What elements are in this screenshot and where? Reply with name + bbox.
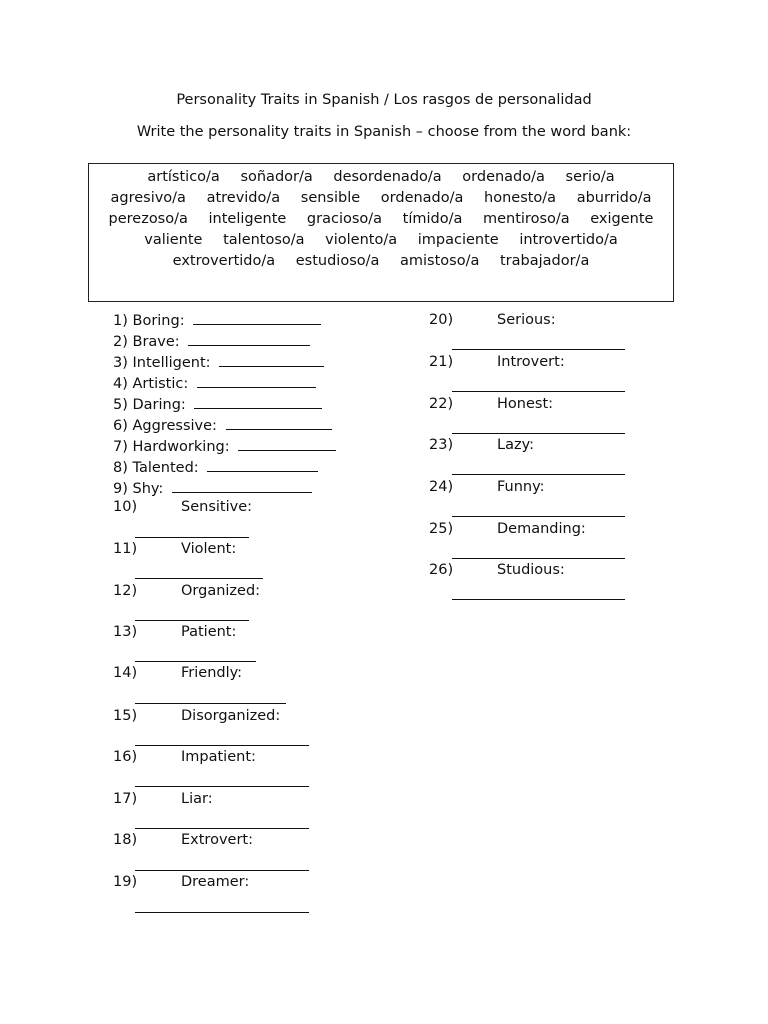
word-bank-word: serio/a	[565, 169, 615, 185]
question-label: Brave:	[132, 334, 180, 350]
word-bank-word: tímido/a	[402, 211, 463, 227]
answer-blank[interactable]	[135, 578, 263, 579]
answer-blank[interactable]	[135, 703, 286, 704]
question-item	[113, 479, 312, 498]
word-bank-word: trabajador/a	[499, 253, 590, 269]
question-label: Funny:	[497, 479, 545, 495]
question-item	[113, 416, 332, 435]
question-item	[113, 332, 310, 351]
answer-blank[interactable]	[219, 353, 324, 367]
question-number: 15)	[113, 708, 138, 724]
answer-blank[interactable]	[135, 620, 249, 621]
answer-blank[interactable]	[135, 745, 309, 746]
word-bank-word: sensible	[300, 190, 361, 206]
word-bank-word: soñador/a	[240, 169, 313, 185]
word-bank-word: agresivo/a	[110, 190, 186, 206]
question-label: Intelligent:	[132, 355, 211, 371]
question-number: 21)	[429, 354, 454, 370]
word-bank-word: amistoso/a	[400, 253, 480, 269]
question-label: Friendly:	[181, 665, 243, 681]
question-label: Studious:	[497, 562, 565, 578]
word-bank	[88, 163, 674, 302]
answer-blank[interactable]	[188, 332, 310, 346]
answer-blank[interactable]	[135, 537, 249, 538]
question-number: 4)	[113, 376, 128, 392]
question-item	[113, 374, 316, 393]
question-number: 22)	[429, 396, 454, 412]
question-item	[113, 311, 321, 330]
question-number: 5)	[113, 397, 128, 413]
answer-blank[interactable]	[452, 599, 625, 600]
question-label: Shy:	[132, 481, 164, 497]
answer-blank[interactable]	[135, 661, 256, 662]
word-bank-row	[89, 232, 673, 248]
word-bank-word: introvertido/a	[519, 232, 618, 248]
word-bank-word: exigente	[590, 211, 654, 227]
question-label: Boring:	[132, 313, 185, 329]
word-bank-word: artístico/a	[147, 169, 220, 185]
word-bank-word: impaciente	[417, 232, 499, 248]
word-bank-row	[89, 169, 673, 185]
question-number: 18)	[113, 832, 138, 848]
question-label: Lazy:	[497, 437, 534, 453]
question-label: Violent:	[181, 541, 237, 557]
question-label: Dreamer:	[181, 874, 250, 890]
word-bank-word: valiente	[144, 232, 203, 248]
question-label: Organized:	[181, 583, 261, 599]
question-number: 24)	[429, 479, 454, 495]
question-number: 16)	[113, 749, 138, 765]
word-bank-word: gracioso/a	[306, 211, 383, 227]
answer-blank[interactable]	[226, 416, 332, 430]
word-bank-word: atrevido/a	[206, 190, 281, 206]
question-number: 17)	[113, 791, 138, 807]
question-label: Impatient:	[181, 749, 256, 765]
answer-blank[interactable]	[172, 479, 312, 493]
worksheet-instructions: Write the personality traits in Spanish – choose from the word bank:	[136, 124, 632, 140]
question-label: Demanding:	[497, 521, 586, 537]
question-number: 8)	[113, 460, 128, 476]
question-number: 1)	[113, 313, 128, 329]
word-bank-word: desordenado/a	[333, 169, 442, 185]
word-bank-word: mentiroso/a	[482, 211, 570, 227]
question-label: Daring:	[132, 397, 186, 413]
word-bank-row	[89, 190, 673, 206]
question-label: Honest:	[497, 396, 554, 412]
answer-blank[interactable]	[207, 458, 318, 472]
question-number: 25)	[429, 521, 454, 537]
question-number: 3)	[113, 355, 128, 371]
question-label: Hardworking:	[132, 439, 230, 455]
question-number: 20)	[429, 312, 454, 328]
word-bank-word: estudioso/a	[295, 253, 380, 269]
question-item	[113, 353, 324, 372]
answer-blank[interactable]	[194, 395, 322, 409]
word-bank-word: perezoso/a	[108, 211, 188, 227]
answer-blank[interactable]	[197, 374, 316, 388]
answer-blank[interactable]	[193, 311, 321, 325]
answer-blank[interactable]	[452, 558, 625, 559]
question-number: 26)	[429, 562, 454, 578]
question-number: 23)	[429, 437, 454, 453]
answer-blank[interactable]	[452, 349, 625, 350]
question-label: Extrovert:	[181, 832, 253, 848]
answer-blank[interactable]	[135, 870, 309, 871]
answer-blank[interactable]	[135, 828, 309, 829]
answer-blank[interactable]	[238, 437, 336, 451]
question-number: 11)	[113, 541, 138, 557]
word-bank-word: violento/a	[325, 232, 398, 248]
question-item	[113, 458, 318, 477]
word-bank-word: ordenado/a	[380, 190, 464, 206]
question-item	[113, 395, 322, 414]
word-bank-row	[89, 253, 673, 269]
question-label: Patient:	[181, 624, 237, 640]
answer-blank[interactable]	[452, 474, 625, 475]
question-number: 13)	[113, 624, 138, 640]
answer-blank[interactable]	[452, 433, 625, 434]
question-label: Artistic:	[132, 376, 189, 392]
word-bank-word: ordenado/a	[462, 169, 545, 185]
question-label: Liar:	[181, 791, 213, 807]
answer-blank[interactable]	[135, 786, 309, 787]
question-label: Talented:	[132, 460, 199, 476]
question-number: 12)	[113, 583, 138, 599]
question-item	[113, 437, 336, 456]
word-bank-word: talentoso/a	[223, 232, 305, 248]
worksheet-title: Personality Traits in Spanish / Los rasgos de personalidad	[176, 92, 592, 108]
word-bank-word: inteligente	[208, 211, 287, 227]
question-label: Serious:	[497, 312, 556, 328]
answer-blank[interactable]	[452, 391, 625, 392]
question-number: 7)	[113, 439, 128, 455]
question-label: Aggressive:	[132, 418, 217, 434]
question-label: Sensitive:	[181, 499, 252, 515]
question-number: 19)	[113, 874, 138, 890]
word-bank-word: extrovertido/a	[172, 253, 276, 269]
word-bank-word: aburrido/a	[576, 190, 652, 206]
answer-blank[interactable]	[135, 912, 309, 913]
question-label: Introvert:	[497, 354, 565, 370]
question-number: 2)	[113, 334, 128, 350]
question-number: 9)	[113, 481, 128, 497]
question-label: Disorganized:	[181, 708, 281, 724]
question-number: 6)	[113, 418, 128, 434]
word-bank-word: honesto/a	[484, 190, 557, 206]
answer-blank[interactable]	[452, 516, 625, 517]
word-bank-row	[89, 211, 673, 227]
question-number: 14)	[113, 665, 138, 681]
question-number: 10)	[113, 499, 138, 515]
